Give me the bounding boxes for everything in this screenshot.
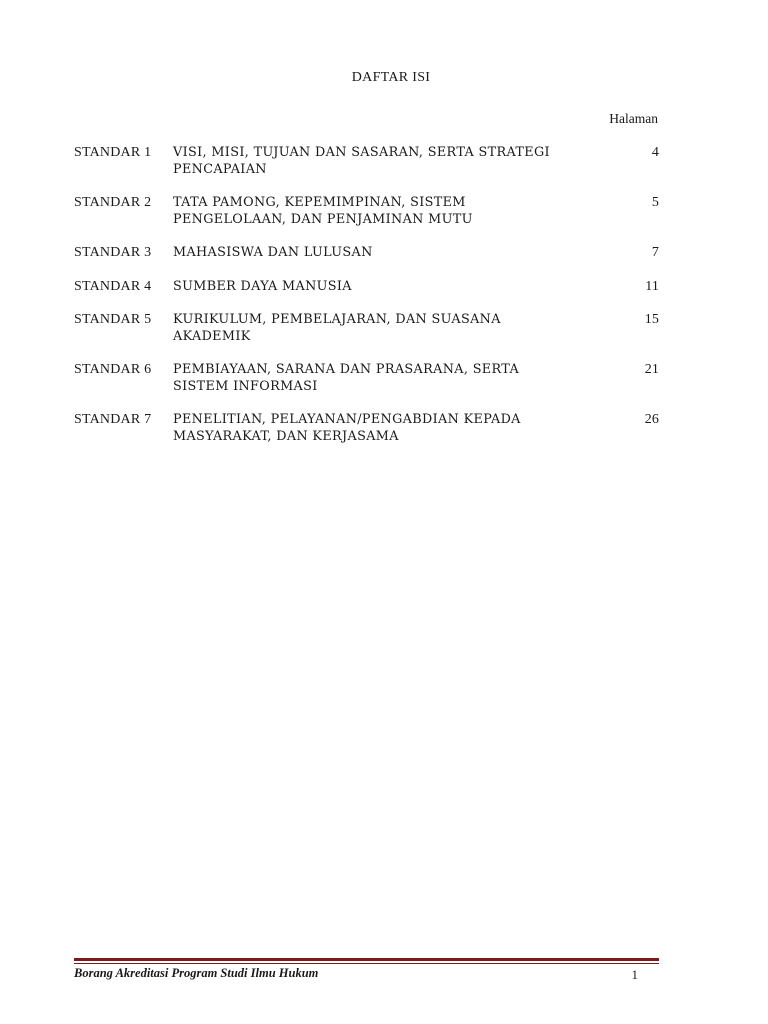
- footer-rule-thick: [74, 958, 659, 961]
- toc-entry: [74, 412, 659, 445]
- toc-entry-label: STANDAR 3: [74, 245, 152, 260]
- toc-entry-label: STANDAR 2: [74, 195, 152, 210]
- toc-entry-label: STANDAR 4: [74, 278, 152, 294]
- toc-entry-page: 11: [645, 278, 659, 294]
- toc-entry-page: 7: [651, 245, 659, 260]
- toc-entry-page: 15: [644, 312, 659, 327]
- toc-entry-title: TATA PAMONG, KEPEMIMPINAN, SISTEM PENGELOLAAN, DAN PENJAMINAN MUTU: [173, 195, 473, 227]
- toc-entry-label: STANDAR 6: [74, 362, 152, 377]
- table-of-contents: [74, 145, 659, 445]
- toc-entry-label: STANDAR 7: [74, 412, 152, 427]
- toc-entry: [74, 145, 659, 178]
- toc-entry-title: SUMBER DAYA MANUSIA: [173, 278, 352, 294]
- toc-entry-title: PEMBIAYAAN, SARANA DAN PRASARANA, SERTA SISTEM INFORMASI: [173, 362, 520, 394]
- footer-page-number: 1: [631, 967, 638, 982]
- document-title: DAFTAR ISI: [351, 70, 431, 85]
- toc-entry-title: VISI, MISI, TUJUAN DAN SASARAN, SERTA STRATEGI PENCAPAIAN: [173, 145, 550, 177]
- page-column-header: Halaman: [609, 111, 658, 126]
- toc-entry-page: 5: [651, 195, 659, 210]
- toc-entry-label: STANDAR 1: [74, 145, 152, 160]
- toc-entry: [74, 195, 659, 228]
- toc-entry-title: KURIKULUM, PEMBELAJARAN, DAN SUASANA AKADEMIK: [173, 312, 501, 344]
- toc-entry-page: 4: [651, 145, 659, 160]
- toc-entry: [74, 362, 659, 395]
- toc-entry: [74, 245, 659, 262]
- toc-entry-title: PENELITIAN, PELAYANAN/PENGABDIAN KEPADA MASYARAKAT, DAN KERJASAMA: [173, 412, 521, 444]
- footer-rule-thin: [74, 963, 659, 964]
- footer-text: Borang Akreditasi Program Studi Ilmu Hukum: [74, 966, 319, 980]
- toc-entry: [74, 312, 659, 345]
- toc-entry-page: 21: [644, 362, 659, 377]
- toc-entry-label: STANDAR 5: [74, 312, 152, 327]
- toc-entry: [74, 279, 659, 296]
- toc-entry-title: MAHASISWA DAN LULUSAN: [173, 245, 373, 260]
- toc-entry-page: 26: [644, 412, 659, 427]
